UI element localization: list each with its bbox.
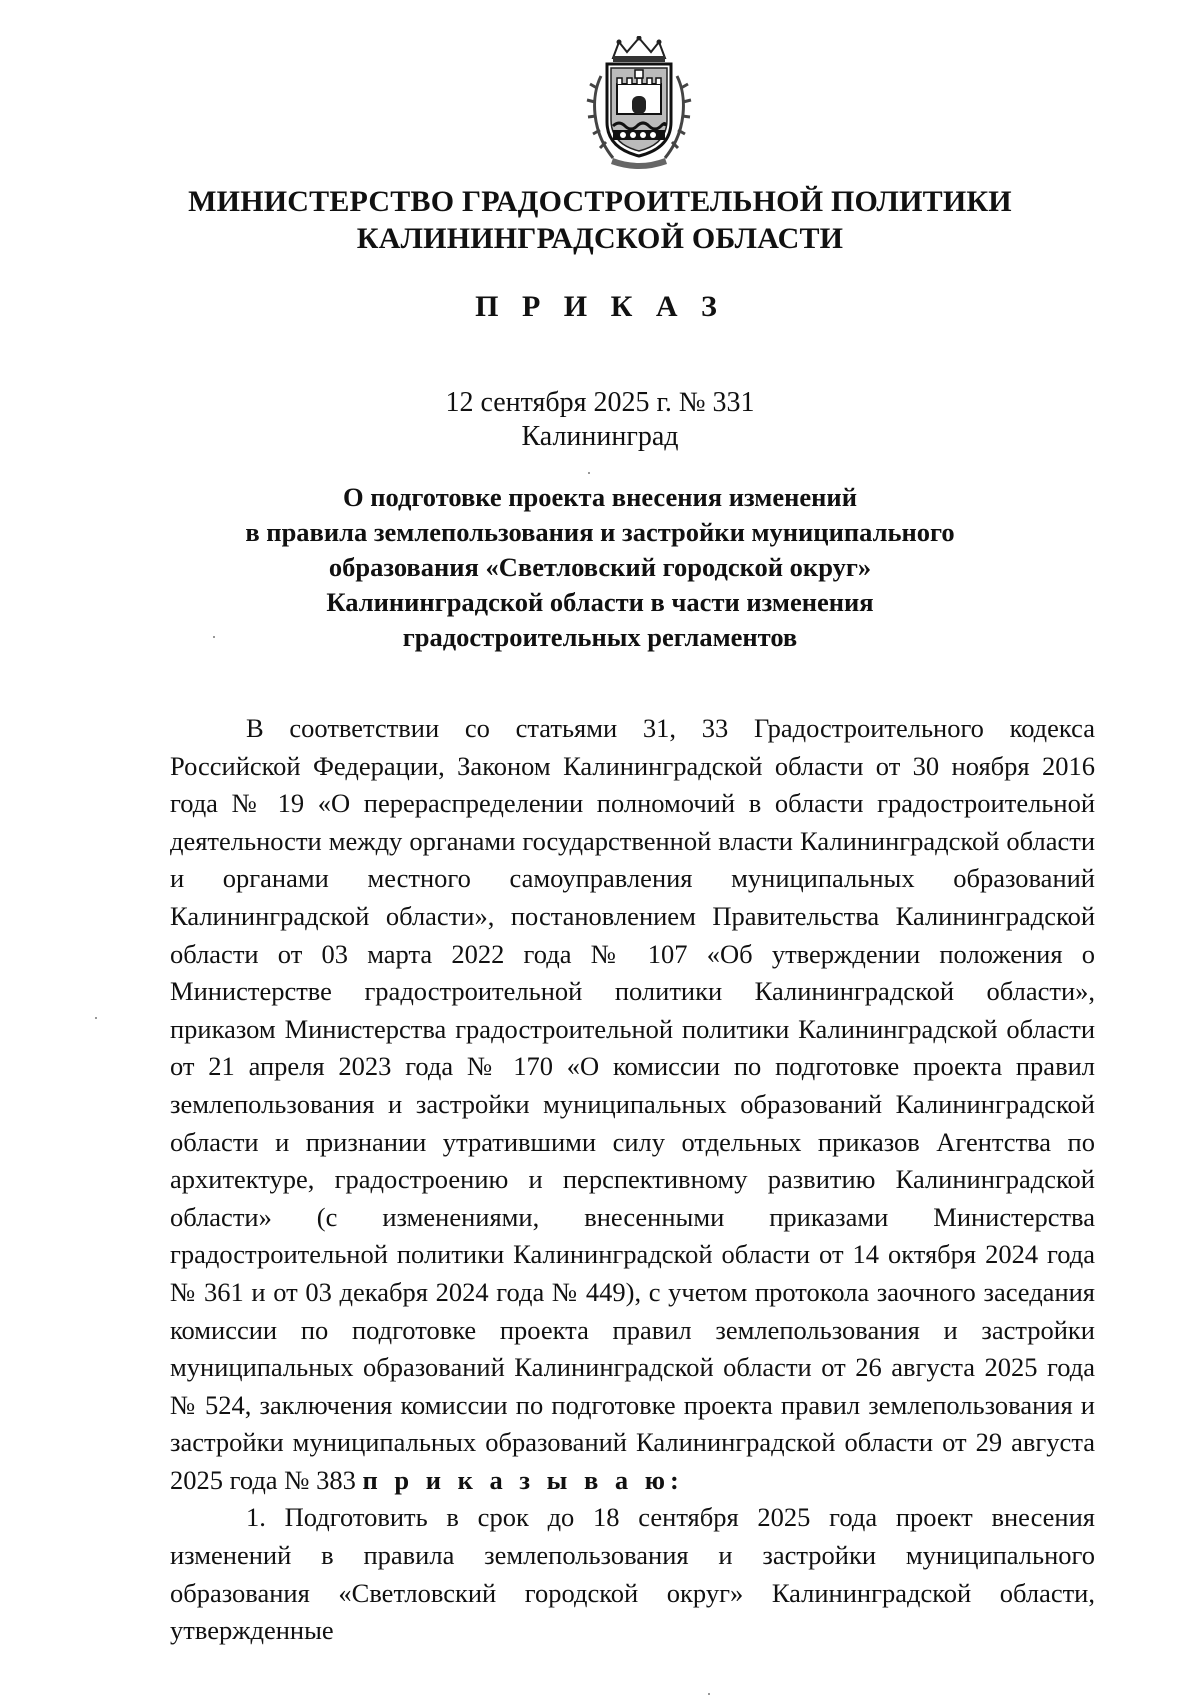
title-line-5: градостроительных регламентов [402, 622, 798, 652]
order-word: п р и к а з ы в а ю: [362, 1464, 684, 1495]
kaliningrad-coat-of-arms-icon [583, 36, 695, 170]
item-1-paragraph: 1. Подготовить в срок до 18 сентября 2025 года проект внесения изменений в правила землепользования и застройки муниципального образования «Светловский городской округ» Калининградской области, утвержденные [170, 1502, 1095, 1646]
date-block [0, 386, 1200, 454]
city: Калининград [521, 421, 679, 452]
ministry-name [0, 183, 1200, 257]
preamble-text: В соответствии со статьями 31, 33 Градостроительного кодекса Российской Федерации, Законом Калининградской области от 30 ноября 2016 года № 19 «О перераспределении полномочий в области градостроительной деятельности между органами государственной власти Калининградской области и органами местного самоуправления муниципальных образований Калининградской области», постановлением Правительства Калининградской области от 03 марта 2022 года № 107 «Об утверждении положения о Министерстве градостроительной политики Калининградской области», приказом Министерства градостроительной политики Калининградской области от 21 апреля 2023 года № 170 «О комиссии по подготовке проекта правил землепользования и застройки муниципальных образований Калининградской области и признании утратившими силу отдельных приказов Агентства по архитектуре, градостроению и перспективному развитию Калининградской области» (с изменениями, внесенными приказами Министерства градостроительной политики Калининградской области от 14 октября 2024 года № 361 и от 03 декабря 2024 года № 449), с учетом протокола заочного заседания комиссии по подготовке проекта правил землепользования и застройки муниципальных образований Калининградской области от 26 августа 2025 года № 524, заключения комиссии по подготовке проекта правил землепользования и застройки муниципальных образований Калининградской области от 29 августа 2025 года № 383 [170, 713, 1095, 1495]
document-type: П Р И К А З [475, 290, 725, 323]
preamble-paragraph [170, 710, 1095, 1499]
ministry-line-2: КАЛИНИНГРАДСКОЙ ОБЛАСТИ [356, 222, 844, 255]
scan-speck [95, 1017, 97, 1019]
title-line-1: О подготовке проекта внесения изменений [343, 482, 857, 512]
date-and-number: 12 сентября 2025 г. № 331 [445, 387, 755, 418]
document-body [170, 710, 1095, 1650]
scan-speck [708, 1693, 710, 1695]
title-line-4: Калининградской области в части изменения [326, 587, 874, 617]
title-line-3: образования «Светловский городской округ» [328, 552, 872, 582]
document-title [0, 480, 1200, 655]
ministry-line-1: МИНИСТЕРСТВО ГРАДОСТРОИТЕЛЬНОЙ ПОЛИТИКИ [188, 185, 1012, 218]
title-line-2: в правила землепользования и застройки муниципального [245, 517, 955, 547]
scan-speck [588, 472, 590, 474]
scan-speck [213, 636, 215, 638]
